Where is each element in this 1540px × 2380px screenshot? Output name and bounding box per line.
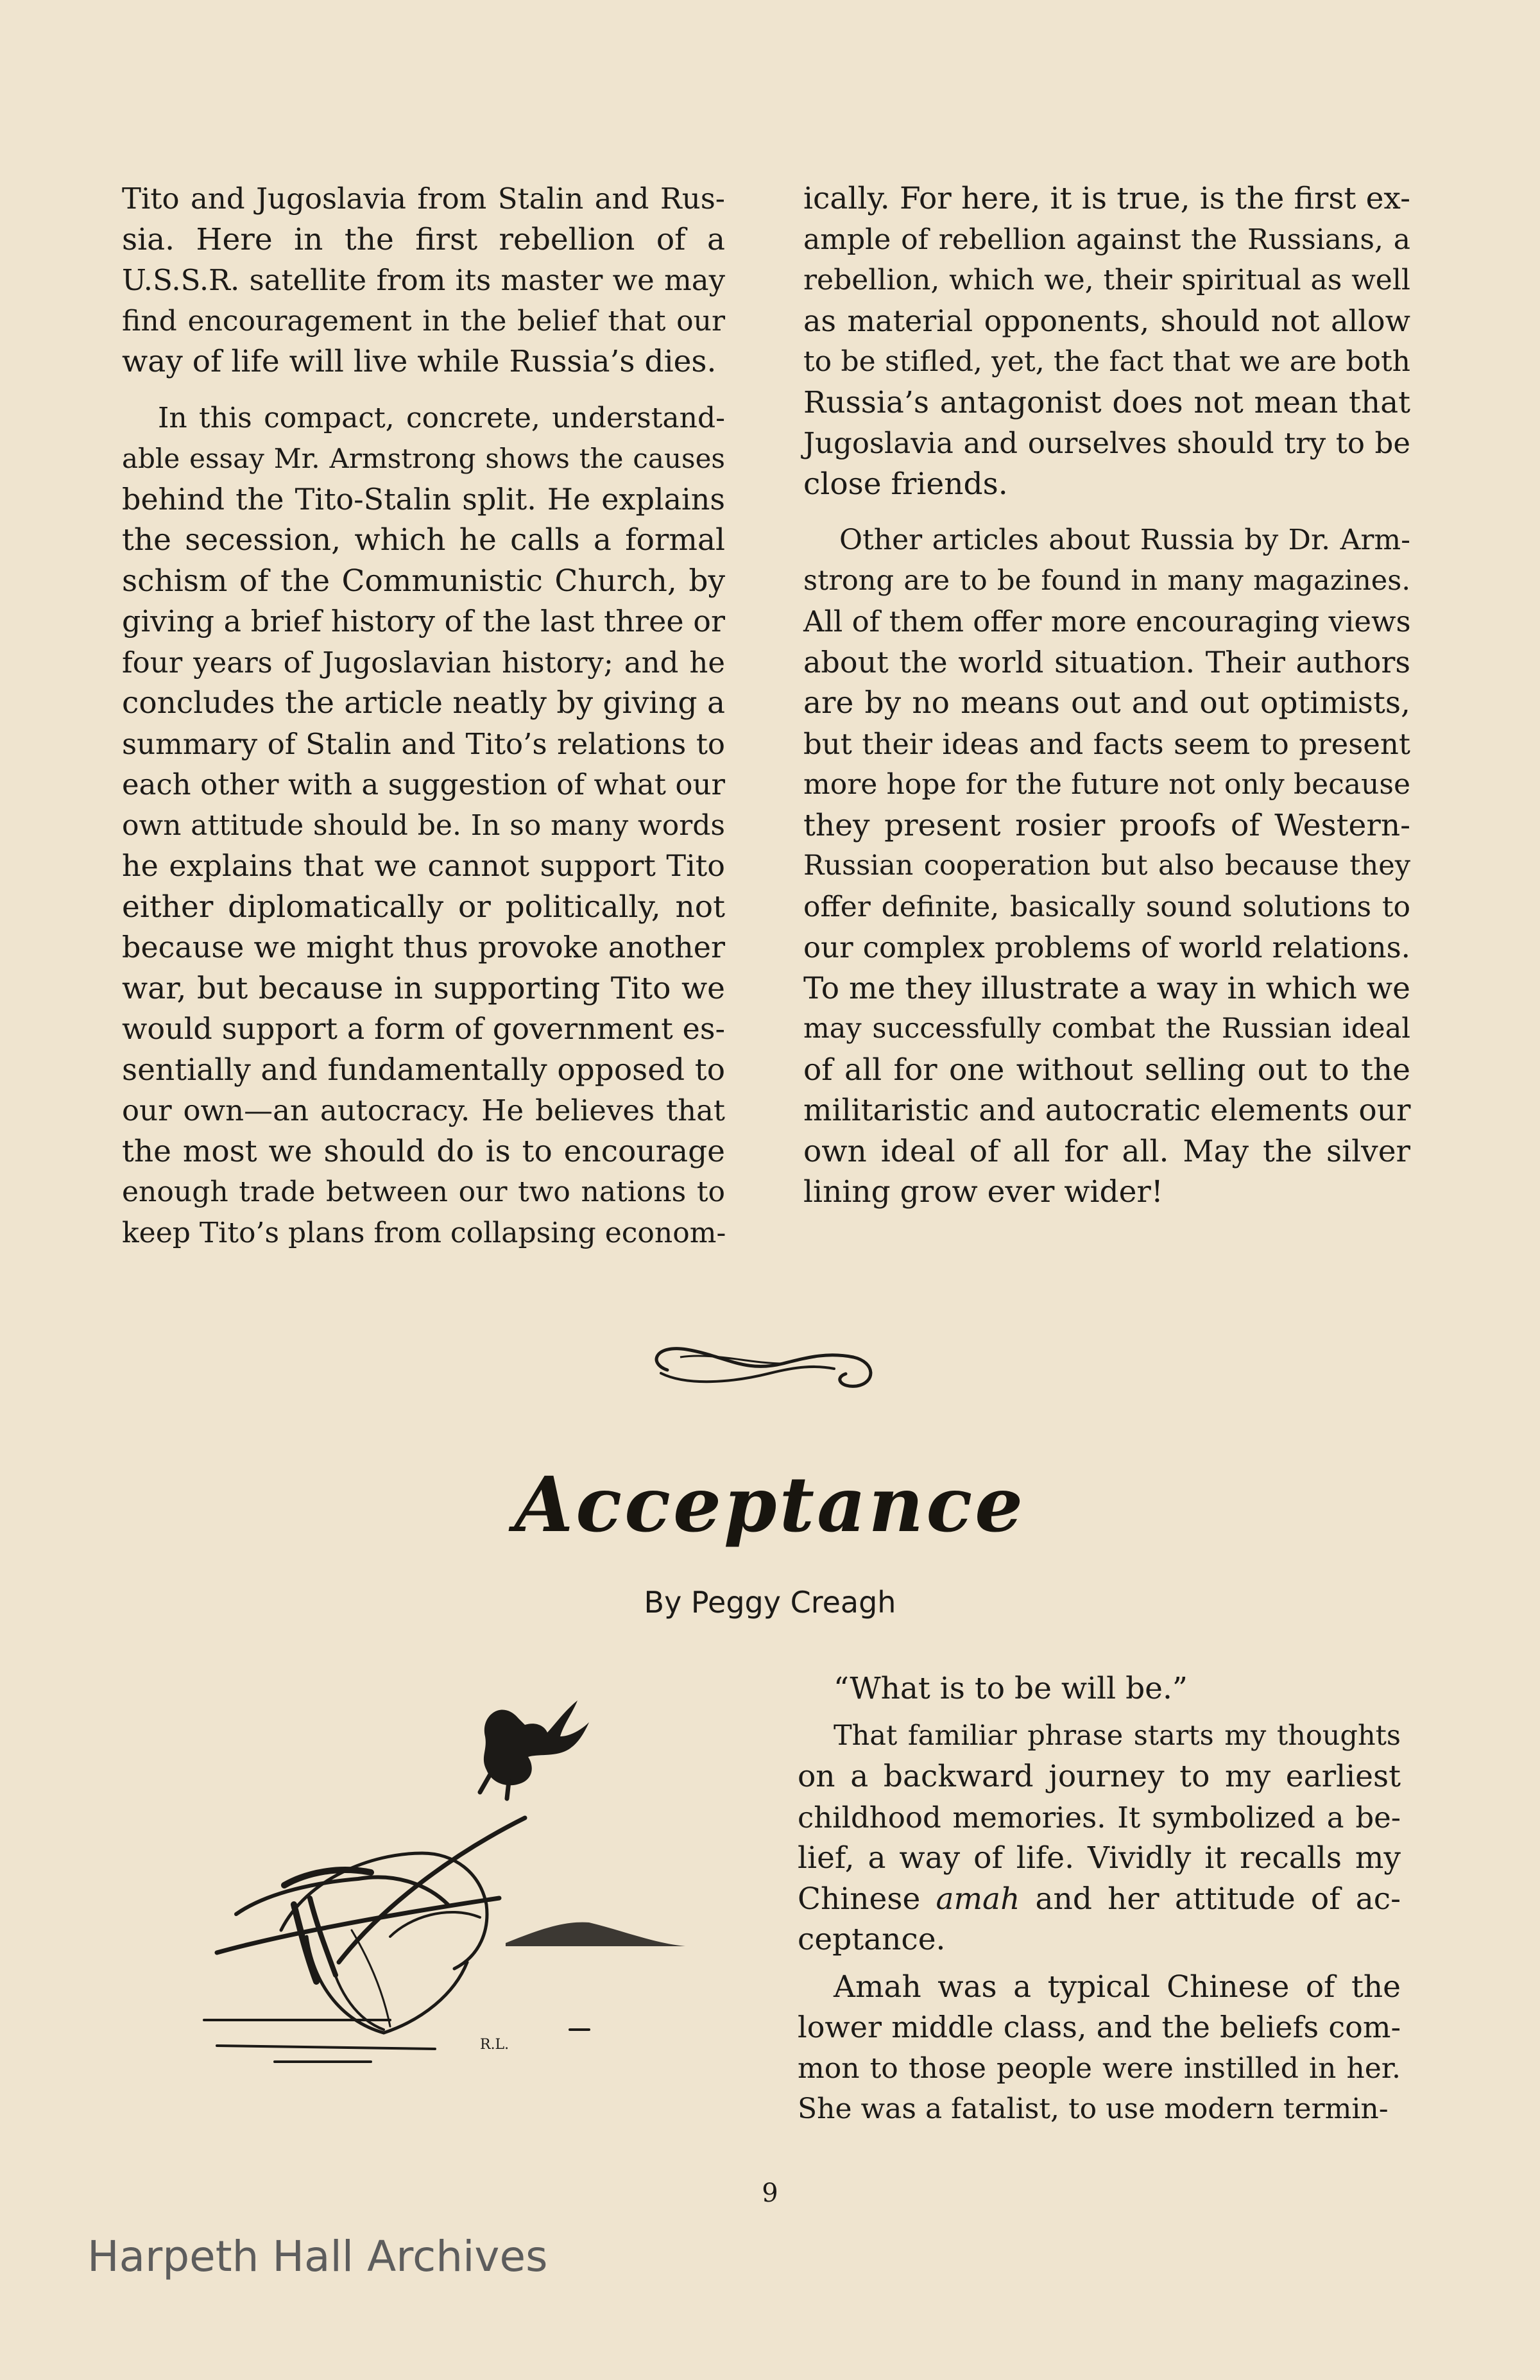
text-line: Chinese amah and her attitude of ac- [798,1881,1401,1917]
paragraph [798,1716,1401,1960]
text-line: would support a form of government es- [122,1011,725,1046]
text-line: each other with a suggestion of what our [122,767,725,801]
text-line: to be stifled, yet, the fact that we are both [803,345,1410,378]
text-line: because we might thus provoke another [122,930,725,964]
article-body [798,1668,1401,2130]
text-line: sentially and fundamentally opposed to [122,1052,725,1088]
text-line: own attitude should be. In so many words [122,809,725,842]
text-line: militaristic and autocratic elements our [803,1093,1411,1128]
article-title: Acceptance [514,1460,1026,1549]
text-line: In this compact, concrete, understand- [158,401,725,434]
text-line: but their ideas and facts seem to present [803,726,1410,761]
text-line: the most we should do is to encourage [122,1133,725,1169]
text-line: summary of Stalin and Tito’s relations to [122,726,725,761]
text-line: more hope for the future not only because [803,768,1410,801]
text-line: rebellion, which we, their spiritual as well [803,264,1410,296]
ornament-flourish [642,1338,886,1396]
text-line: Jugoslavia and ourselves should try to be [803,426,1410,460]
archive-watermark: Harpeth Hall Archives [87,2232,548,2281]
article-byline: By Peggy Creagh [644,1585,896,1620]
text-line: All of them offer more encouraging views [803,604,1411,638]
paragraph [803,178,1410,504]
text-line: schism of the Communistic Church, by [122,563,725,599]
text-line: war, but because in supporting Tito we [122,970,725,1006]
text-line: may successfully combat the Russian ideal [803,1013,1410,1045]
text-line: concludes the article neatly by giving a [122,685,725,721]
text-line: “What is to be will be.” [834,1671,1188,1706]
ground-lines [204,2020,589,2062]
text-line: To me they illustrate a way in which we [803,970,1410,1006]
hat-and-pole [217,1818,525,2033]
text-line: keep Tito’s plans from collapsing econom- [122,1216,726,1249]
text-line: able essay Mr. Armstrong shows the causes [122,443,725,474]
bird-figure [480,1700,589,1799]
text-line: behind the Tito-Stalin split. He explains [122,481,725,517]
page-number: 9 [762,2179,778,2208]
paragraph [803,520,1410,1213]
illustration-signature: R.L. [480,2037,509,2053]
paragraph [122,178,725,382]
text-line: enough trade between our two nations to [122,1176,725,1208]
text-line: on a backward journey to my earliest [798,1759,1401,1794]
text-line: find encouragement in the belief that our [122,304,725,338]
text-line: are by no means out and out optimists, [803,685,1410,721]
text-line: giving a brief history of the last three or [122,604,725,638]
text-line: childhood memories. It symbolized a be- [798,1800,1401,1835]
text-line: as material opponents, should not allow [803,303,1410,338]
paragraph [798,1668,1401,1709]
text-line: our complex problems of world relations. [803,930,1410,964]
text-line: lower middle class, and the beliefs com- [798,2010,1401,2044]
text-line: either diplomatically or politically, not [122,889,725,925]
text-line: She was a fatalist, to use modern termin- [798,2093,1389,2125]
distant-mountain [506,1922,685,1946]
text-line: Other articles about Russia by Dr. Arm- [839,524,1410,556]
text-line: mon to those people were instilled in her. [798,2051,1401,2085]
text-line: about the world situation. Their authors [803,644,1410,680]
text-line: ceptance. [798,1922,946,1957]
text-line: close friends. [803,466,1008,502]
ink-illustration [178,1661,756,2110]
text-line: Russia’s antagonist does not mean that [803,384,1410,420]
text-line: ically. For here, it is true, is the first ex- [803,181,1410,216]
text-line: That familiar phrase starts my thoughts [834,1719,1401,1752]
text-line: Tito and Jugoslavia from Stalin and Rus- [122,182,725,216]
text-line: lief, a way of life. Vividly it recalls my [798,1840,1401,1876]
text-line: own ideal of all for all. May the silver [803,1133,1410,1169]
text-line: of all for one without selling out to the [803,1052,1410,1088]
text-line: he explains that we cannot support Tito [122,848,725,883]
left-column [122,178,725,1253]
text-line: four years of Jugoslavian history; and he [122,645,725,680]
text-line: offer definite, basically sound solutions to [803,890,1410,923]
text-line: Russian cooperation but also because they [803,850,1410,882]
paragraph [122,398,725,1254]
text-line: the secession, which he calls a formal [122,522,725,558]
text-line: they present rosier proofs of Western- [803,807,1410,843]
text-line: lining grow ever wider! [803,1174,1163,1210]
text-line: sia. Here in the first rebellion of a [122,221,725,257]
text-line: our own—an autocracy. He believes that [122,1093,725,1127]
paragraph [798,1967,1401,2130]
text-line: strong are to be found in many magazines. [803,564,1410,597]
right-column [803,178,1410,1213]
text-line: U.S.S.R. satellite from its master we may [122,263,725,297]
text-line: way of life will live while Russia’s dies. [122,344,717,379]
text-line: Amah was a typical Chinese of the [834,1969,1401,2005]
text-line: ample of rebellion against the Russians, a [803,223,1410,256]
